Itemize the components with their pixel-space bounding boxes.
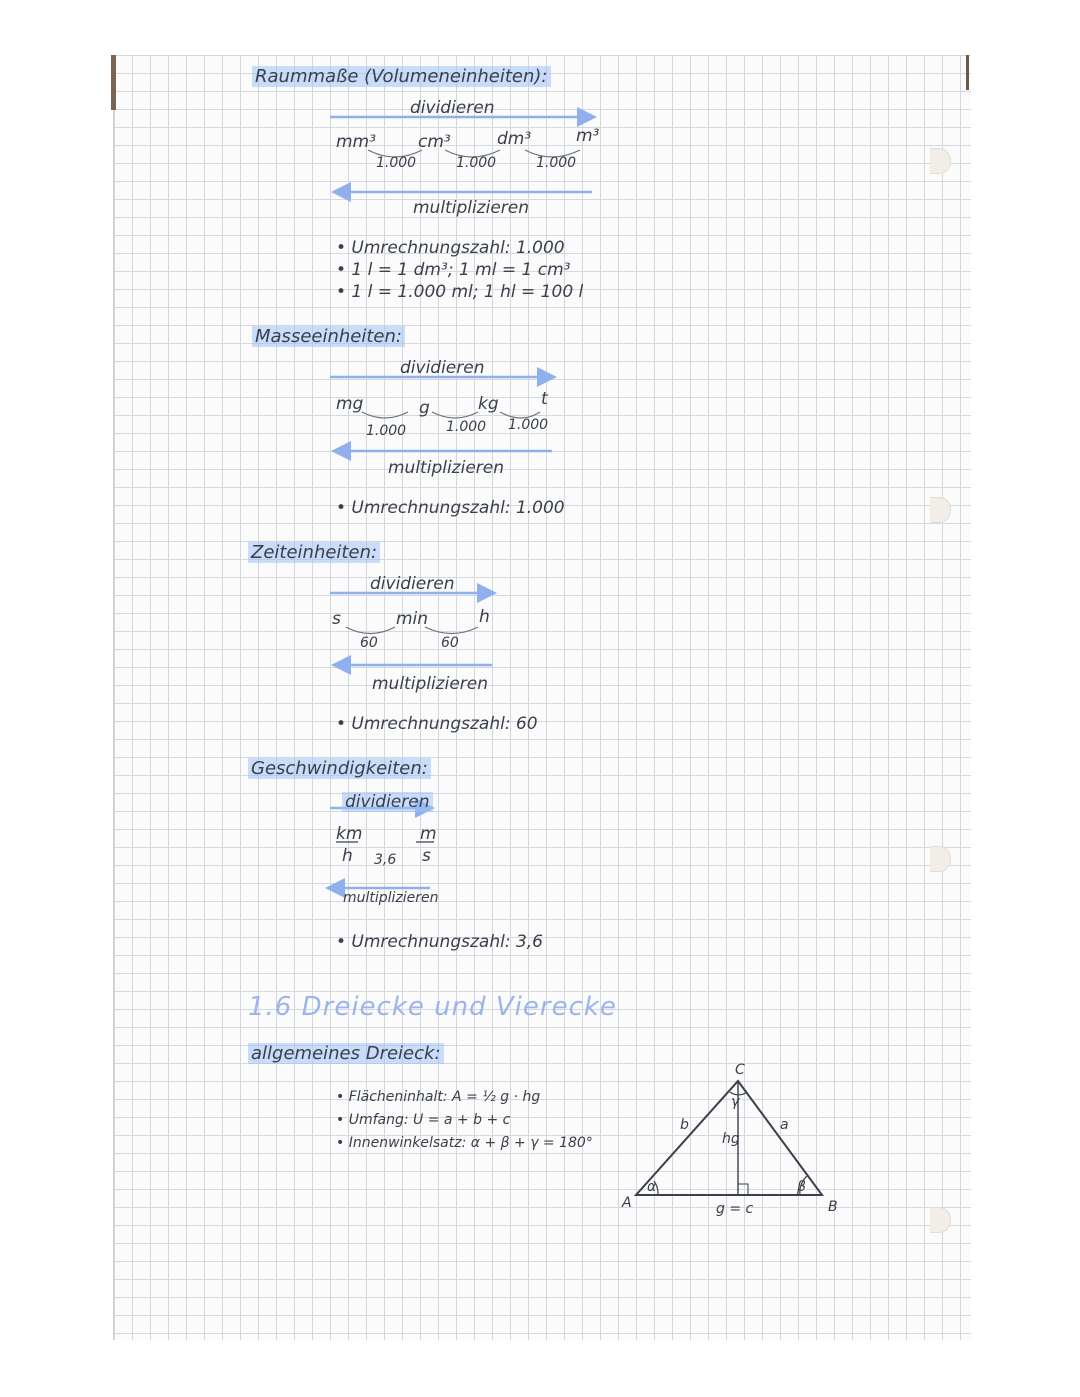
factor-label: 1.000 bbox=[366, 423, 407, 439]
unit-label: kg bbox=[478, 394, 499, 414]
chapter-title: 1.6 Dreiecke und Vierecke bbox=[248, 992, 617, 1022]
vertex-label: B bbox=[828, 1199, 838, 1215]
factor-label: 1.000 bbox=[446, 419, 487, 435]
factor-label: 1.000 bbox=[508, 417, 549, 433]
multiply-label: multiplizieren bbox=[388, 458, 505, 478]
unit-label: g bbox=[419, 398, 430, 418]
side-label: a bbox=[780, 1117, 789, 1133]
vertex-label: A bbox=[622, 1195, 632, 1211]
multiply-label: multiplizieren bbox=[343, 890, 439, 906]
unit-label: km bbox=[336, 824, 363, 844]
factor-label: 1.000 bbox=[456, 155, 497, 171]
time-heading: Zeiteinheiten: bbox=[248, 544, 380, 562]
note-line: • Umrechnungszahl: 60 bbox=[336, 714, 538, 734]
angle-label: γ bbox=[731, 1094, 740, 1110]
divide-label: dividieren bbox=[410, 98, 495, 118]
unit-label: mg bbox=[336, 394, 364, 414]
unit-label: t bbox=[541, 389, 548, 409]
volume-heading: Raummaße (Volumeneinheiten): bbox=[252, 68, 551, 86]
note-line: • Innenwinkelsatz: α + β + γ = 180° bbox=[336, 1135, 593, 1151]
side-label: g = c bbox=[716, 1201, 754, 1217]
unit-label: s bbox=[332, 609, 341, 629]
note-line: • 1 l = 1 dm³; 1 ml = 1 cm³ bbox=[336, 260, 571, 280]
unit-label: cm³ bbox=[418, 132, 451, 152]
unit-label: s bbox=[422, 846, 431, 866]
unit-label: min bbox=[396, 609, 429, 629]
vertex-label: C bbox=[735, 1062, 745, 1078]
unit-label: m³ bbox=[576, 126, 600, 146]
note-line: • Umrechnungszahl: 3,6 bbox=[336, 932, 543, 952]
factor-label: 3,6 bbox=[374, 852, 397, 868]
factor-label: 60 bbox=[360, 635, 378, 651]
note-line: • Umrechnungszahl: 1.000 bbox=[336, 498, 565, 518]
note-line: • Umfang: U = a + b + c bbox=[336, 1112, 511, 1128]
height-label: hg bbox=[722, 1131, 740, 1147]
unit-label: m bbox=[420, 824, 437, 844]
factor-label: 60 bbox=[441, 635, 459, 651]
divide-label: dividieren bbox=[370, 574, 455, 594]
note-line: • 1 l = 1.000 ml; 1 hl = 100 l bbox=[336, 282, 584, 302]
divide-label: dividieren bbox=[400, 358, 485, 378]
angle-label: α bbox=[647, 1179, 657, 1195]
unit-label: dm³ bbox=[497, 129, 532, 149]
angle-label: β bbox=[797, 1179, 806, 1195]
unit-label: h bbox=[342, 846, 353, 866]
multiply-label: multiplizieren bbox=[413, 198, 530, 218]
note-line: • Flächeninhalt: A = ½ g · hg bbox=[336, 1089, 541, 1105]
unit-label: mm³ bbox=[336, 132, 376, 152]
multiply-label: multiplizieren bbox=[372, 674, 489, 694]
side-label: b bbox=[680, 1117, 689, 1133]
factor-label: 1.000 bbox=[376, 155, 417, 171]
factor-label: 1.000 bbox=[536, 155, 577, 171]
triangle-heading: allgemeines Dreieck: bbox=[248, 1045, 444, 1063]
note-line: • Umrechnungszahl: 1.000 bbox=[336, 238, 565, 258]
speed-heading: Geschwindigkeiten: bbox=[248, 760, 431, 778]
divide-label: dividieren bbox=[342, 794, 433, 811]
unit-label: h bbox=[479, 607, 490, 627]
mass-heading: Masseeinheiten: bbox=[252, 328, 405, 346]
